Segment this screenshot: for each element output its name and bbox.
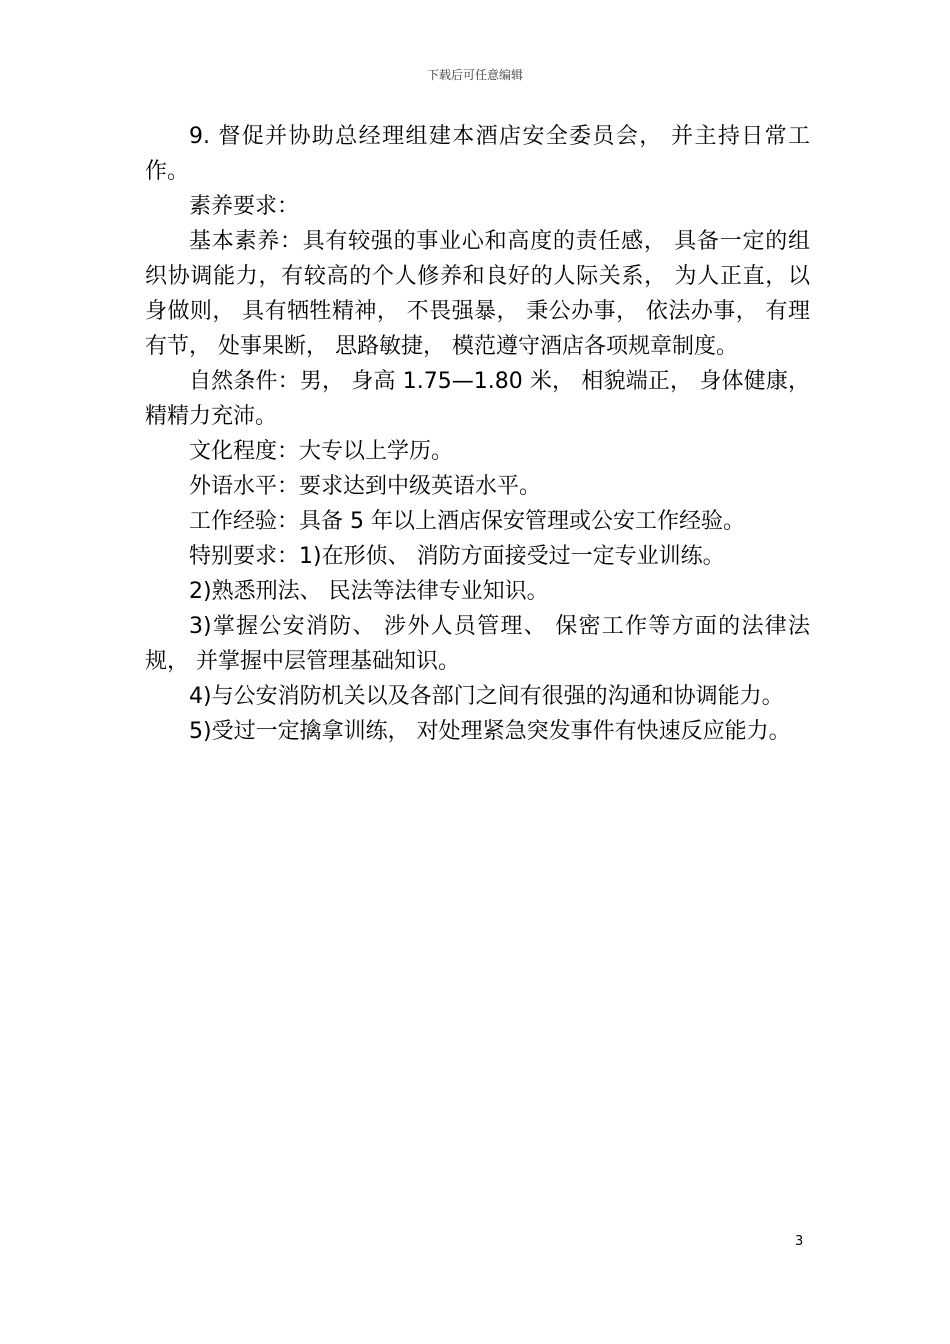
paragraph-duty-9: 9. 督促并协助总经理组建本酒店安全委员会， 并主持日常工作。 bbox=[145, 124, 810, 184]
paragraph-qualification-heading: 素养要求： bbox=[189, 194, 300, 219]
paragraph-foreign-language: 外语水平：要求达到中级英语水平。 bbox=[189, 474, 542, 499]
page-number: 3 bbox=[795, 1234, 804, 1249]
paragraph-basic-quality: 基本素养：具有较强的事业心和高度的责任感， 具备一定的组织协调能力，有较高的个人修养和良好的人际关系， 为人正直，以身做则， 具有牺牲精神， 不畏强暴， 秉公办事， 依法办事， 有理有节， 处事果断， 思路敏捷， 模范遵守酒店各项规章制度。 bbox=[145, 229, 810, 359]
paragraph-education: 文化程度：大专以上学历。 bbox=[189, 439, 454, 464]
paragraph-special-requirement-1: 特别要求：1)在形侦、 消防方面接受过一定专业训练。 bbox=[189, 544, 725, 569]
page-header: 下载后可任意编辑 bbox=[426, 68, 523, 82]
document-body bbox=[145, 119, 810, 749]
paragraph-special-requirement-4: 4)与公安消防机关以及各部门之间有很强的沟通和协调能力。 bbox=[189, 684, 784, 709]
paragraph-special-requirement-5: 5)受过一定擒拿训练， 对处理紧急突发事件有快速反应能力。 bbox=[189, 719, 791, 744]
paragraph-physical-condition: 自然条件：男， 身高 1.75—1.80 米， 相貌端正， 身体健康，精精力充沛。 bbox=[145, 369, 810, 429]
paragraph-special-requirement-2: 2)熟悉刑法、 民法等法律专业知识。 bbox=[189, 579, 549, 604]
paragraph-work-experience: 工作经验：具备 5 年以上酒店保安管理或公安工作经验。 bbox=[189, 509, 745, 534]
paragraph-special-requirement-3: 3)掌握公安消防、 涉外人员管理、 保密工作等方面的法律法规， 并掌握中层管理基础知识。 bbox=[145, 614, 810, 674]
